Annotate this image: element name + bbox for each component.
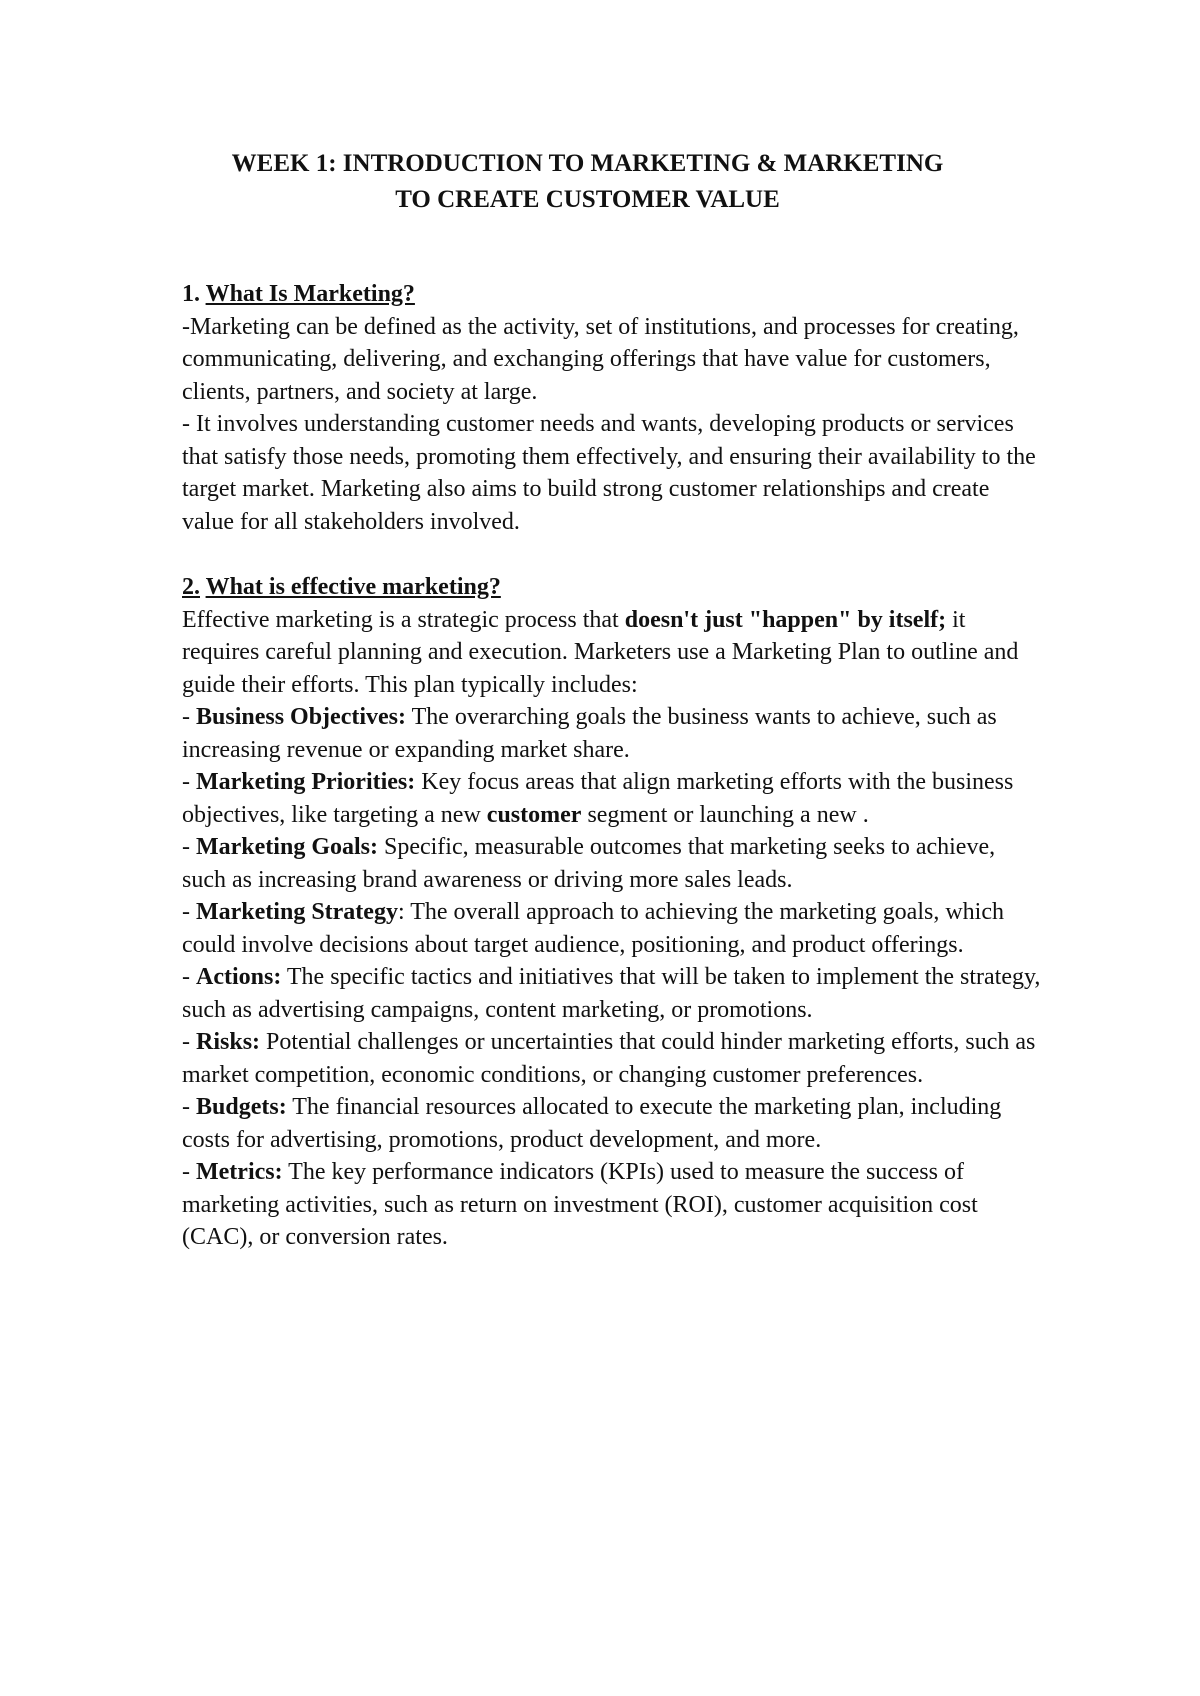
item-dash: -	[182, 769, 196, 795]
section-1-paragraph-2: - It involves understanding customer needs and wants, developing products or services that satisfy those needs, promoting them effectively, and ensuring their availability to the target market. Marketing also aims to build strong customer relationships and create value for all stakeholders involved.	[182, 411, 1036, 535]
item-dash: -	[182, 899, 196, 925]
intro-text-a: Effective marketing is a strategic process that	[182, 606, 625, 633]
item-term: Actions:	[196, 964, 282, 990]
plan-item-marketing-strategy	[182, 896, 1042, 961]
intro-bold-text: doesn't just "happen" by itself;	[624, 606, 947, 633]
item-term: Metrics:	[196, 1159, 283, 1185]
section-1-heading	[182, 278, 1042, 311]
plan-item-marketing-priorities	[182, 766, 1042, 831]
item-bold-word: customer	[486, 801, 582, 828]
item-text: Specific, measurable outcomes that marketing seeks to achieve, such as increasing brand awareness or driving more sales leads.	[182, 834, 996, 893]
item-dash: -	[182, 1159, 196, 1185]
section-2-number: 2.	[182, 574, 200, 600]
plan-item-risks	[182, 1026, 1042, 1091]
plan-item-marketing-goals	[182, 831, 1042, 896]
plan-item-business-objectives	[182, 701, 1042, 766]
intro-text-b: it requires careful planning and execution. Marketers use a Marketing Plan to outline and guide their efforts. This plan typically includes:	[182, 606, 1019, 698]
item-text: The key performance indicators (KPIs) used to measure the success of marketing activities, such as return on investment (ROI), customer acquisition cost (CAC), or conversion rates.	[182, 1159, 978, 1250]
item-term: Marketing Strategy	[196, 899, 398, 925]
section-2-title: What is effective marketing?	[205, 574, 501, 600]
item-dash: -	[182, 834, 196, 860]
section-spacer	[182, 538, 1042, 571]
item-text-end: segment or launching a new .	[581, 801, 869, 828]
item-dash: -	[182, 1029, 196, 1055]
plan-item-budgets	[182, 1091, 1042, 1156]
page-title	[150, 146, 1025, 218]
item-dash: -	[182, 1094, 196, 1120]
section-2-intro	[182, 604, 1042, 702]
item-term: Business Objectives:	[196, 704, 406, 730]
item-dash: -	[182, 964, 196, 990]
item-text: The specific tactics and initiatives that will be taken to implement the strategy, such as advertising campaigns, content marketing, or promotions.	[182, 964, 1041, 1023]
item-dash: -	[182, 704, 196, 730]
item-term: Risks:	[196, 1029, 261, 1055]
plan-item-actions	[182, 961, 1042, 1026]
item-text: : The overall approach to achieving the marketing goals, which could involve decisions about target audience, positioning, and product offerings.	[182, 899, 1004, 958]
section-1-title: What Is Marketing?	[205, 281, 415, 307]
plan-item-metrics	[182, 1156, 1042, 1254]
title-line-1: WEEK 1: INTRODUCTION TO MARKETING & MARKETING	[231, 150, 944, 177]
title-line-2: TO CREATE CUSTOMER VALUE	[395, 186, 780, 213]
item-text: The overarching goals the business wants to achieve, such as increasing revenue or expanding market share.	[182, 704, 997, 763]
section-2-heading	[182, 571, 1042, 604]
item-text: The financial resources allocated to execute the marketing plan, including costs for advertising, promotions, product development, and more.	[182, 1094, 1002, 1153]
section-1-number: 1.	[182, 281, 200, 307]
item-term: Marketing Priorities:	[196, 769, 416, 795]
item-text: Potential challenges or uncertainties that could hinder marketing efforts, such as market competition, economic conditions, or changing customer preferences.	[182, 1029, 1036, 1088]
item-term: Budgets:	[196, 1094, 287, 1120]
item-term: Marketing Goals:	[196, 834, 378, 860]
document-body	[182, 278, 1042, 1254]
section-1-paragraph-1: -Marketing can be defined as the activity, set of institutions, and processes for creating, communicating, delivering, and exchanging offerings that have value for customers, clients, partners, and society at large.	[182, 313, 1019, 405]
item-text: Key focus areas that align marketing efforts with the business objectives, like targeting a new	[182, 769, 1014, 828]
